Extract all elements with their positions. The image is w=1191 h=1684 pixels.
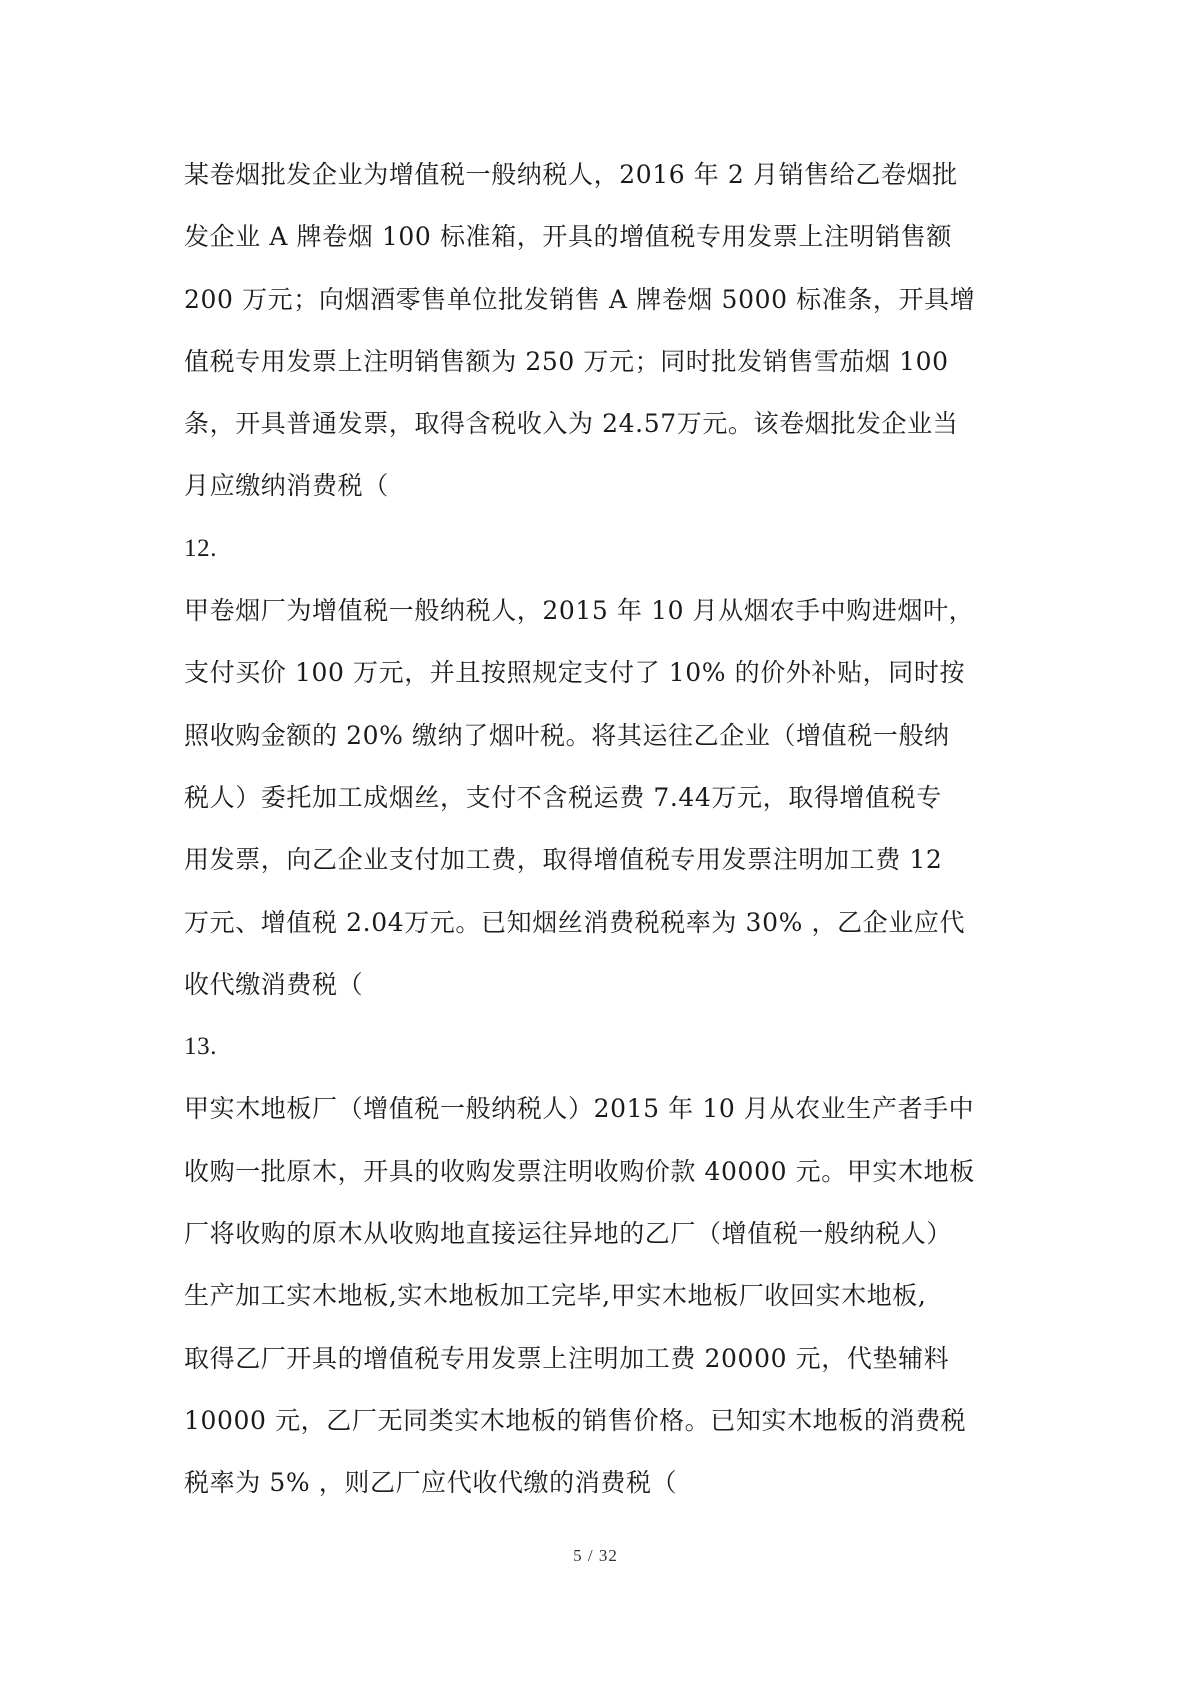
- text-line: 照收购金额的 20% 缴纳了烟叶税。将其运往乙企业（增值税一般纳: [184, 720, 950, 750]
- text-line: 万元、增值税 2.04万元。已知烟丝消费税税率为 30% ，乙企业应代: [184, 907, 966, 937]
- text-line: 收代缴消费税（: [184, 969, 364, 999]
- text-line: 发企业 A 牌卷烟 100 标准箱，开具的增值税专用发票上注明销售额: [184, 222, 952, 252]
- text-line: 取得乙厂开具的增值税专用发票上注明加工费 20000 元，代垫辅料: [184, 1343, 950, 1373]
- text-line: 税人）委托加工成烟丝，支付不含税运费 7.44万元，取得增值税专: [184, 782, 942, 812]
- page-number: 5 / 32: [573, 1546, 618, 1565]
- text-line: 值税专用发票上注明销售额为 250 万元；同时批发销售雪茄烟 100: [184, 346, 949, 376]
- text-line: 甲实木地板厂（增值税一般纳税人）2015 年 10 月从农业生产者手中: [184, 1094, 975, 1124]
- text-line: 10000 元，乙厂无同类实木地板的销售价格。已知实木地板的消费税: [184, 1405, 967, 1435]
- text-line: 税率为 5% ，则乙厂应代收代缴的消费税（: [184, 1468, 678, 1498]
- question-number: 12.: [184, 534, 218, 562]
- text-line: 月应缴纳消费税（: [184, 471, 389, 501]
- text-line: 用发票，向乙企业支付加工费，取得增值税专用发票注明加工费 12: [184, 845, 943, 875]
- text-line: 支付买价 100 万元，并且按照规定支付了 10% 的价外补贴，同时按: [184, 658, 966, 688]
- text-line: 厂将收购的原木从收购地直接运往异地的乙厂（增值税一般纳税人）: [184, 1219, 953, 1249]
- text-line: 条，开具普通发票，取得含税收入为 24.57万元。该卷烟批发企业当: [184, 409, 959, 439]
- question-number: 13.: [184, 1033, 218, 1061]
- text-line: 生产加工实木地板,实木地板加工完毕,甲实木地板厂收回实木地板,: [184, 1281, 927, 1311]
- text-line: 某卷烟批发企业为增值税一般纳税人，2016 年 2 月销售给乙卷烟批: [184, 160, 958, 189]
- text-line: 收购一批原木，开具的收购发票注明收购价款 40000 元。甲实木地板: [184, 1156, 975, 1186]
- text-line: 甲卷烟厂为增值税一般纳税人，2015 年 10 月从烟农手中购进烟叶，: [184, 596, 975, 626]
- text-line: 200 万元；向烟酒零售单位批发销售 A 牌卷烟 5000 标准条，开具增: [184, 284, 976, 314]
- document-body: [184, 144, 1019, 1515]
